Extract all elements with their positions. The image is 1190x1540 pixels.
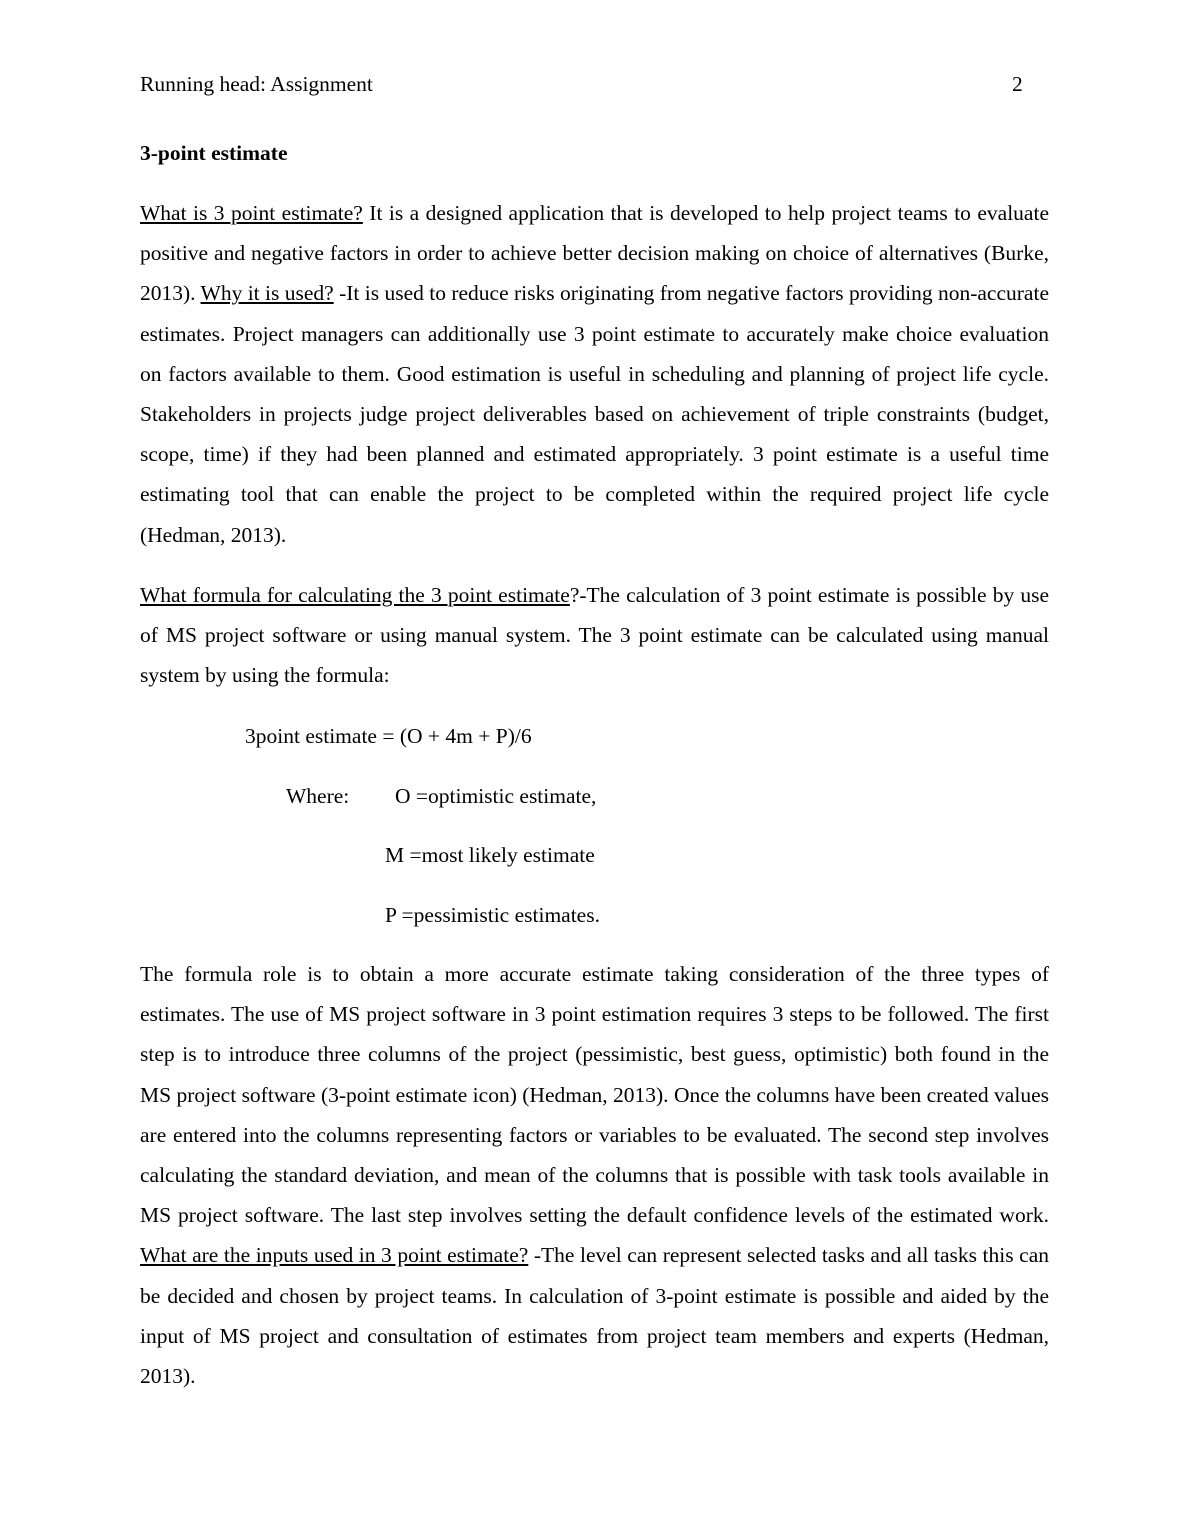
section-title: 3-point estimate (140, 141, 288, 165)
paragraph-ms-project-steps (140, 954, 1049, 1396)
paragraph-text: ?-The calculation of 3 point estimate is possible by use of MS project software or using manual system. The 3 point estimate can be calculated using manual system by using the formula: (140, 583, 1049, 688)
question-formula: What formula for calculating the 3 point estimate (140, 583, 570, 607)
question-what-is: What is 3 point estimate? (140, 201, 363, 225)
page-number: 2 (1012, 72, 1023, 96)
document-page (140, 0, 1049, 1540)
question-why-used: Why it is used? (200, 281, 334, 306)
paragraph-formula-intro (140, 575, 1049, 696)
paragraph-text: -The level can represent selected tasks and all tasks this can be decided and chosen by project teams. In calculation of 3-point estimate is possible and aided by the input of MS project and consultation of estimates from project team members and experts (Hedman, 2013). (140, 1243, 1049, 1389)
page-header (140, 70, 1049, 100)
question-inputs: What are the inputs used in 3 point estimate? (140, 1243, 529, 1268)
paragraph-text: The formula role is to obtain a more accurate estimate taking consideration of the three types of estimates. The use of MS project software in 3 point estimation requires 3 steps to be followed. The first step is to introduce three columns of the project (pessimistic, best guess, optimistic) both found in the MS project software (3-point estimate icon) (Hedman, 2013). Once the columns have been created values are entered into the columns representing factors or variables to be evaluated. The second step involves calculating the standard deviation, and mean of the columns that is possible with task tools available in MS project software. The last step involves setting the default confidence levels of the estimated work. (140, 962, 1049, 1228)
formula-where-label: Where: (286, 784, 350, 808)
paragraph-text: -It is used to reduce risks originating from negative factors providing non-accurate estimates. Project managers can additionally use 3 point estimate to accurately make choice evaluation on factors available to them. Good estimation is useful in scheduling and planning of project life cycle. Stakeholders in projects judge project deliverables based on achievement of triple constraints (budget, scope, time) if they had been planned and estimated appropriately. 3 point estimate is a useful time estimating tool that can enable the project to be completed within the required project life cycle (Hedman, 2013). (140, 281, 1049, 547)
paragraph-text: It is a designed application that is developed to help project teams to evaluate positive and negative factors in order to achieve better decision making on choice of alternatives (Burke, 2013). (140, 201, 1049, 306)
formula-expression: 3point estimate = (O + 4m + P)/6 (245, 724, 532, 748)
formula-optimistic-definition: O =optimistic estimate, (395, 784, 597, 808)
running-head: Running head: Assignment (140, 72, 373, 96)
formula-pessimistic-definition: P =pessimistic estimates. (385, 903, 600, 927)
formula-most-likely-definition: M =most likely estimate (385, 843, 595, 867)
paragraph-definition (140, 193, 1049, 555)
